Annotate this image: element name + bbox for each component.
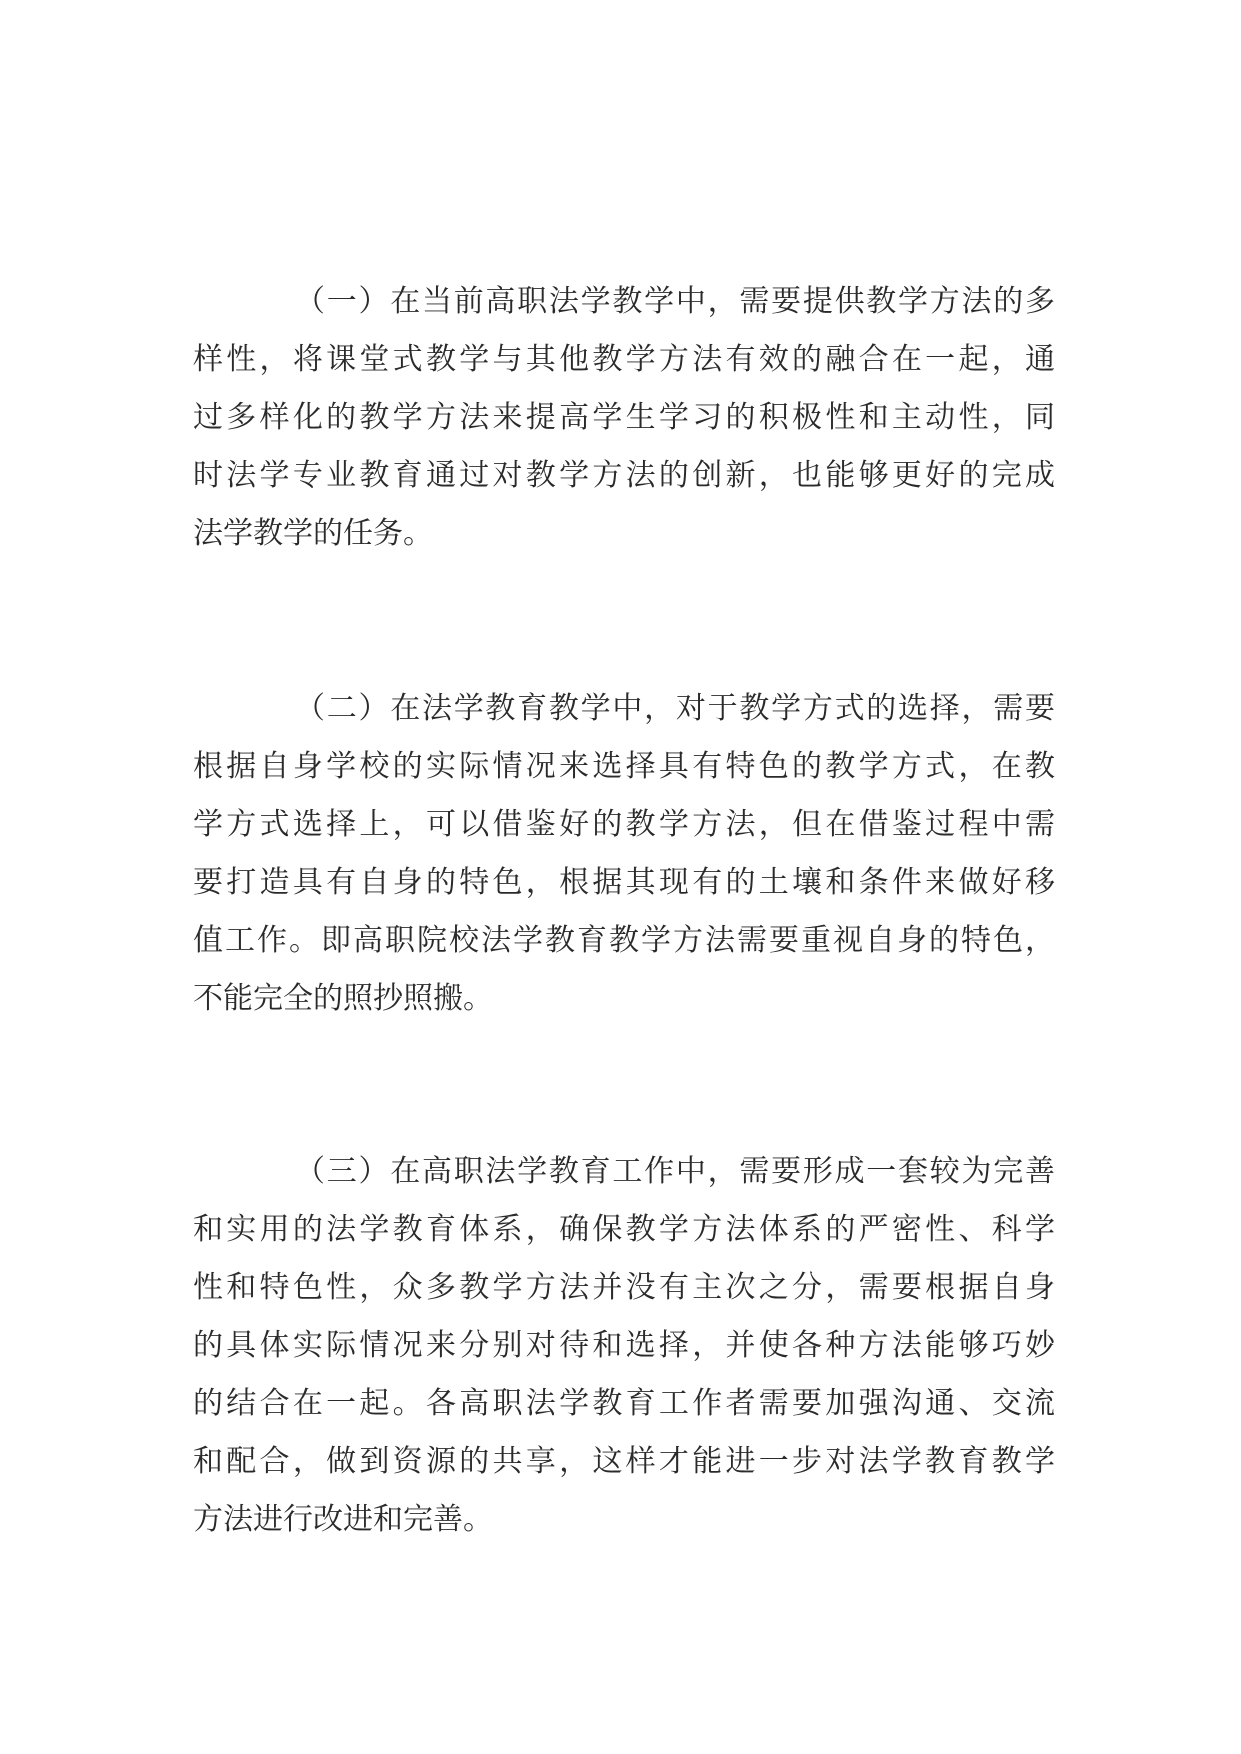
paragraph-line: （二）在法学教育教学中，对于教学方式的选择，需要	[295, 691, 1055, 726]
paragraph-two	[193, 680, 1055, 1028]
paragraph-one	[193, 273, 1055, 563]
paragraph-line: 的具体实际情况来分别对待和选择，并使各种方法能够巧妙	[193, 1328, 1055, 1363]
paragraph-line: （三）在高职法学教育工作中，需要形成一套较为完善	[295, 1154, 1055, 1189]
paragraph-line: 性和特色性，众多教学方法并没有主次之分，需要根据自身	[193, 1270, 1055, 1305]
paragraph-line: 时法学专业教育通过对教学方法的创新，也能够更好的完成	[193, 458, 1055, 493]
paragraph-line: 和实用的法学教育体系，确保教学方法体系的严密性、科学	[193, 1212, 1055, 1247]
paragraph-line: 方法进行改进和完善。	[193, 1502, 493, 1537]
paragraph-line: 根据自身学校的实际情况来选择具有特色的教学方式，在教	[193, 749, 1055, 784]
paragraph-line: 的结合在一起。各高职法学教育工作者需要加强沟通、交流	[193, 1386, 1055, 1421]
paragraph-line: 要打造具有自身的特色，根据其现有的土壤和条件来做好移	[193, 865, 1055, 900]
paragraph-line: 不能完全的照抄照搬。	[193, 981, 493, 1016]
paragraph-three	[193, 1143, 1055, 1549]
paragraph-line: 值工作。即高职院校法学教育教学方法需要重视自身的特色，	[193, 923, 1055, 958]
paragraph-line: 学方式选择上，可以借鉴好的教学方法，但在借鉴过程中需	[193, 807, 1055, 842]
paragraph-line: 样性，将课堂式教学与其他教学方法有效的融合在一起，通	[193, 342, 1055, 377]
paragraph-line: 和配合，做到资源的共享，这样才能进一步对法学教育教学	[193, 1444, 1055, 1479]
paragraph-line: 法学教学的任务。	[193, 516, 433, 551]
paragraph-line: 过多样化的教学方法来提高学生学习的积极性和主动性，同	[193, 400, 1055, 435]
paragraph-line: （一）在当前高职法学教学中，需要提供教学方法的多	[295, 284, 1055, 319]
